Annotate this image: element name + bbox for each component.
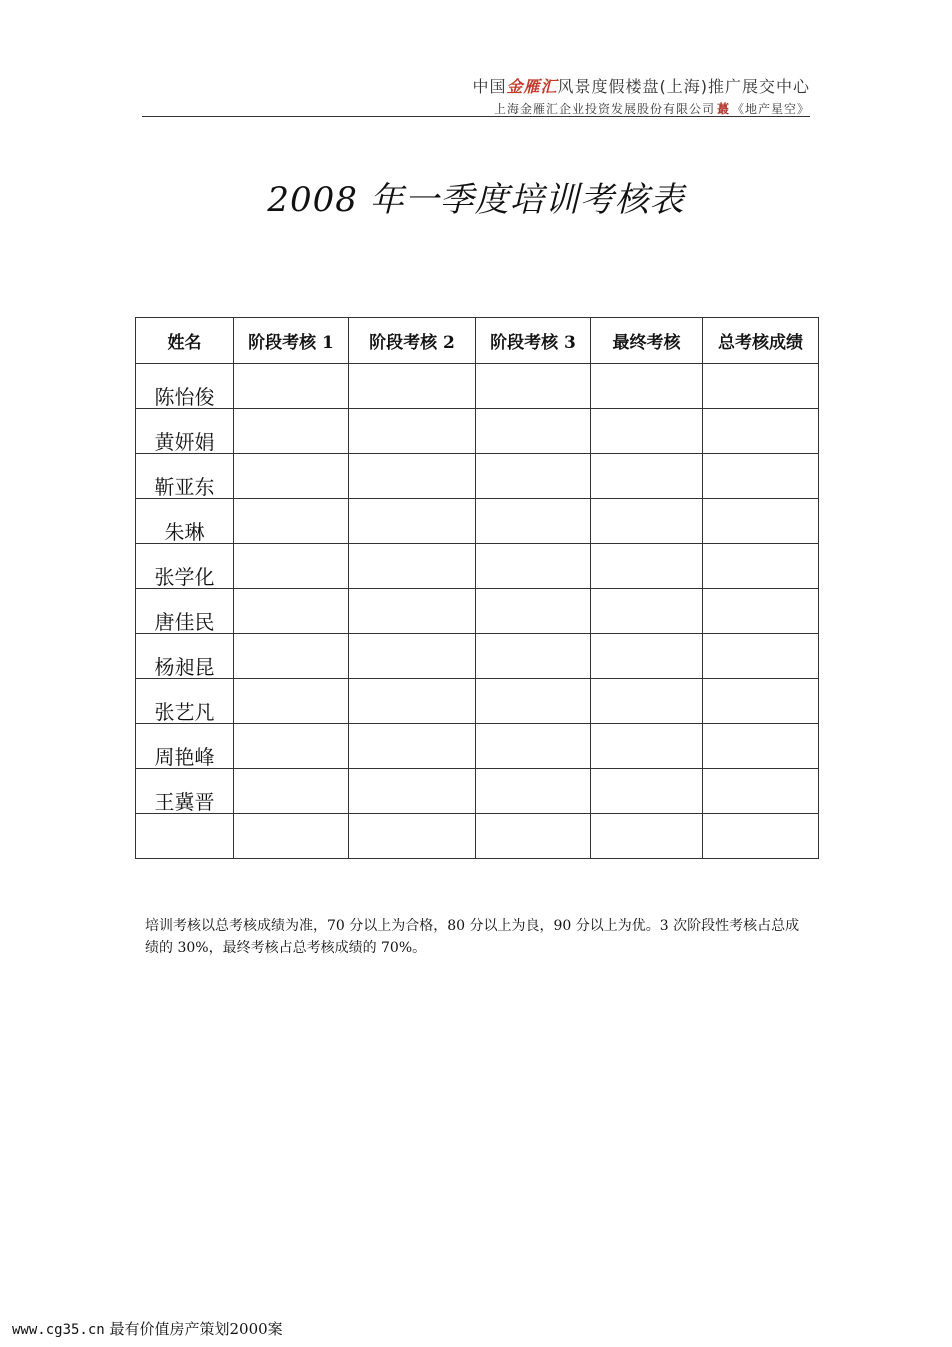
total-score-cell[interactable] [703, 409, 819, 454]
trainee-name-cell: 靳亚东 [136, 454, 234, 499]
header-company-line [494, 100, 810, 117]
stage-3-score-cell[interactable] [476, 814, 591, 859]
stage-3-score-cell[interactable] [476, 589, 591, 634]
total-score-cell[interactable] [703, 634, 819, 679]
header-line1-prefix: 中国 [472, 77, 507, 96]
trainee-name-cell: 黄妍娟 [136, 409, 234, 454]
trainee-name-cell: 张学化 [136, 544, 234, 589]
publication-name: 《地产星空》 [731, 102, 810, 116]
column-header-stage-3: 阶段考核 3 [476, 318, 591, 364]
stage-2-score-cell[interactable] [349, 769, 476, 814]
trainee-name-cell: 周艳峰 [136, 724, 234, 769]
stage-2-score-cell[interactable] [349, 634, 476, 679]
trainee-name-cell: 陈怡俊 [136, 364, 234, 409]
final-score-cell[interactable] [591, 409, 703, 454]
final-score-cell[interactable] [591, 814, 703, 859]
stage-2-score-cell[interactable] [349, 409, 476, 454]
stage-3-score-cell[interactable] [476, 454, 591, 499]
stage-1-score-cell[interactable] [234, 409, 349, 454]
table-header-row [136, 318, 819, 364]
column-header-name: 姓名 [136, 318, 234, 364]
stage-3-score-cell[interactable] [476, 409, 591, 454]
stage-1-score-cell[interactable] [234, 769, 349, 814]
table-row [136, 679, 819, 724]
document-title: 2008 年一季度培训考核表 [267, 180, 685, 220]
stage-3-score-cell[interactable] [476, 364, 591, 409]
total-score-cell[interactable] [703, 679, 819, 724]
page-header [0, 0, 952, 120]
final-score-cell[interactable] [591, 589, 703, 634]
stage-2-score-cell[interactable] [349, 364, 476, 409]
trainee-name-cell: 张艺凡 [136, 679, 234, 724]
final-score-cell[interactable] [591, 364, 703, 409]
stage-3-score-cell[interactable] [476, 499, 591, 544]
company-logo-icon: 蕞 [716, 102, 730, 116]
stage-3-score-cell[interactable] [476, 679, 591, 724]
total-score-cell[interactable] [703, 544, 819, 589]
total-score-cell[interactable] [703, 814, 819, 859]
table-row [136, 499, 819, 544]
final-score-cell[interactable] [591, 769, 703, 814]
table-row [136, 409, 819, 454]
header-organization-line [472, 74, 810, 97]
column-header-stage-2: 阶段考核 2 [349, 318, 476, 364]
stage-3-score-cell[interactable] [476, 544, 591, 589]
total-score-cell[interactable] [703, 589, 819, 634]
table-row [136, 364, 819, 409]
footer-url: www.cg35.cn [12, 1322, 105, 1338]
table-row [136, 814, 819, 859]
assessment-table [135, 317, 819, 859]
stage-1-score-cell[interactable] [234, 454, 349, 499]
stage-3-score-cell[interactable] [476, 769, 591, 814]
final-score-cell[interactable] [591, 499, 703, 544]
stage-2-score-cell[interactable] [349, 544, 476, 589]
stage-1-score-cell[interactable] [234, 724, 349, 769]
total-score-cell[interactable] [703, 499, 819, 544]
stage-1-score-cell[interactable] [234, 544, 349, 589]
trainee-name-cell: 杨昶昆 [136, 634, 234, 679]
stage-2-score-cell[interactable] [349, 679, 476, 724]
column-header-final: 最终考核 [591, 318, 703, 364]
final-score-cell[interactable] [591, 724, 703, 769]
table-row [136, 634, 819, 679]
column-header-stage-1: 阶段考核 1 [234, 318, 349, 364]
final-score-cell[interactable] [591, 454, 703, 499]
trainee-name-cell: 王冀晋 [136, 769, 234, 814]
table-body [136, 364, 819, 859]
total-score-cell[interactable] [703, 454, 819, 499]
column-header-total: 总考核成绩 [703, 318, 819, 364]
final-score-cell[interactable] [591, 679, 703, 724]
stage-3-score-cell[interactable] [476, 634, 591, 679]
company-name: 上海金雁汇企业投资发展股份有限公司 [493, 102, 715, 116]
header-line1-suffix: 风景度假楼盘(上海)推广展交中心 [557, 77, 810, 96]
table-row [136, 544, 819, 589]
stage-2-score-cell[interactable] [349, 589, 476, 634]
brand-logo-text: 金雁汇 [506, 77, 558, 96]
stage-1-score-cell[interactable] [234, 364, 349, 409]
stage-2-score-cell[interactable] [349, 454, 476, 499]
header-divider [142, 116, 810, 117]
table-row [136, 769, 819, 814]
table-row [136, 724, 819, 769]
stage-1-score-cell[interactable] [234, 589, 349, 634]
table-row [136, 454, 819, 499]
footer-text: 最有价值房产策划2000案 [109, 1320, 283, 1338]
stage-2-score-cell[interactable] [349, 499, 476, 544]
trainee-name-cell: 唐佳民 [136, 589, 234, 634]
stage-1-score-cell[interactable] [234, 634, 349, 679]
total-score-cell[interactable] [703, 769, 819, 814]
trainee-name-cell: 朱琳 [136, 499, 234, 544]
assessment-note: 培训考核以总考核成绩为准，70 分以上为合格，80 分以上为良，90 分以上为优。3 次阶段性考核占总成绩的 30%，最终考核占总考核成绩的 70%。 [145, 918, 800, 956]
stage-3-score-cell[interactable] [476, 724, 591, 769]
stage-2-score-cell[interactable] [349, 724, 476, 769]
stage-1-score-cell[interactable] [234, 814, 349, 859]
stage-1-score-cell[interactable] [234, 679, 349, 724]
final-score-cell[interactable] [591, 544, 703, 589]
table-row [136, 589, 819, 634]
total-score-cell[interactable] [703, 724, 819, 769]
stage-2-score-cell[interactable] [349, 814, 476, 859]
final-score-cell[interactable] [591, 634, 703, 679]
total-score-cell[interactable] [703, 364, 819, 409]
stage-1-score-cell[interactable] [234, 499, 349, 544]
page-footer [12, 1318, 283, 1339]
trainee-name-cell [136, 814, 234, 859]
